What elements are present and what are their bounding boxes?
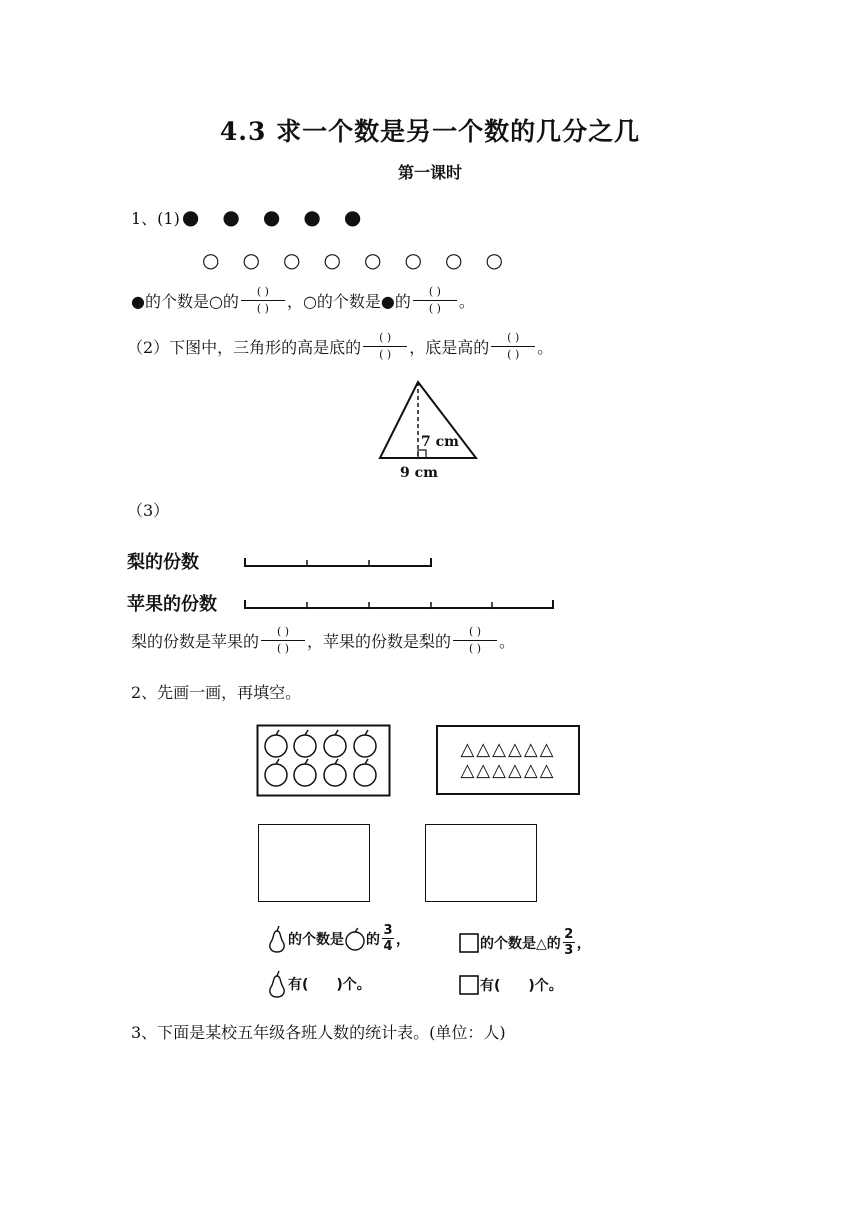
hollow-dot: ○ — [323, 248, 341, 272]
q1-text-a: ●的个数是○的 — [131, 292, 239, 311]
hollow-dot: ○ — [364, 248, 382, 272]
s1-text-a: 的个数是 — [288, 931, 344, 948]
q1-part2-text-a: （2）下图中，三角形的高是底的 — [127, 338, 362, 357]
hollow-dots — [202, 248, 526, 272]
triangles-box — [436, 725, 580, 795]
denominator-blank: ( ) — [468, 642, 482, 655]
filled-dots — [182, 205, 385, 229]
drawing-box-squares[interactable] — [425, 824, 537, 902]
s2-text-end: ， — [576, 935, 591, 952]
denominator-blank: ( ) — [379, 348, 392, 361]
apple-icon — [344, 927, 366, 951]
denominator-blank: ( ) — [428, 302, 441, 315]
fraction-blank[interactable] — [241, 286, 285, 315]
apple-icon — [354, 759, 376, 786]
fraction-two-thirds: 2 3 — [564, 927, 574, 958]
fraction-blank[interactable] — [413, 286, 457, 315]
hollow-dot: ○ — [485, 248, 503, 272]
triangle-row: △△△△△△ — [460, 760, 556, 781]
denominator-blank: ( ) — [507, 348, 520, 361]
q3-label: 3、下面是某校五年级各班人数的统计表。(单位：人) — [131, 1023, 506, 1042]
apple-icon — [265, 759, 287, 786]
s4-text[interactable]: 有( )个。 — [480, 978, 563, 994]
q1-part2-line — [127, 332, 553, 361]
fraction-blank[interactable] — [363, 332, 407, 361]
hollow-dot: ○ — [242, 248, 260, 272]
right-angle-mark — [418, 450, 426, 458]
filled-dot: ● — [222, 205, 240, 229]
denominator-blank: ( ) — [256, 302, 269, 315]
base-label: 9 cm — [400, 465, 438, 481]
numerator-blank: ( ) — [379, 331, 392, 344]
fraction-blank[interactable] — [491, 332, 535, 361]
square-icon — [458, 932, 480, 954]
s1-text-end: ， — [396, 931, 410, 948]
q1-part3-text-b: ，苹果的份数是梨的 — [307, 632, 452, 651]
q1-part1-answer-line — [131, 286, 475, 315]
numerator-blank: ( ) — [468, 625, 482, 638]
hollow-dot: ○ — [202, 248, 220, 272]
q2-statement-squares — [458, 928, 591, 957]
apples-box — [256, 724, 392, 798]
hollow-dot: ○ — [283, 248, 301, 272]
q1-part3-answer-line — [131, 626, 515, 655]
pear-icon — [266, 970, 288, 998]
apple-icon — [265, 730, 287, 757]
fraction-blank[interactable] — [453, 626, 497, 655]
height-label: 7 cm — [421, 434, 459, 450]
pear-tape — [240, 552, 440, 572]
numerator-blank: ( ) — [428, 285, 441, 298]
q2-answer-pears — [266, 970, 371, 998]
q2-label: 2、先画一画，再填空。 — [131, 683, 302, 702]
filled-dot: ● — [303, 205, 321, 229]
q1-part2-text-end: 。 — [537, 338, 554, 357]
q1-text-end: 。 — [458, 292, 475, 311]
q1-part3-label: （3） — [127, 501, 170, 520]
triangle-row: △△△△△△ — [460, 739, 556, 760]
apple-icon — [354, 730, 376, 757]
numerator-blank: ( ) — [276, 625, 290, 638]
hollow-dot: ○ — [445, 248, 463, 272]
filled-dot: ● — [262, 205, 281, 229]
q2-answer-squares — [458, 974, 563, 996]
apple-icon — [324, 759, 346, 786]
numerator-blank: ( ) — [256, 285, 269, 298]
q1-part3-text-a: 梨的份数是苹果的 — [131, 632, 260, 651]
triangle-diagram — [370, 378, 490, 483]
q1-text-b: ，○的个数是●的 — [286, 292, 411, 311]
filled-dot: ● — [343, 205, 362, 229]
fraction-three-quarters: 3 4 — [383, 923, 393, 954]
s1-text-b: 的 — [366, 931, 380, 948]
q1-part1-row — [131, 205, 384, 229]
pear-tape-label: 梨的份数 — [127, 552, 199, 573]
square-icon — [458, 974, 480, 996]
drawing-box-pears[interactable] — [258, 824, 370, 902]
apple-icon — [324, 730, 346, 757]
q1-part2-text-b: ，底是高的 — [409, 338, 490, 357]
fraction-blank[interactable] — [261, 626, 305, 655]
hollow-dot: ○ — [404, 248, 422, 272]
numerator-blank: ( ) — [507, 331, 520, 344]
apple-tape-label: 苹果的份数 — [127, 594, 217, 615]
q1-part3-text-end: 。 — [499, 632, 516, 651]
apple-icon — [294, 759, 316, 786]
filled-dot: ● — [181, 205, 200, 229]
apple-icon — [294, 730, 316, 757]
s2-text-a: 的个数是△的 — [480, 935, 561, 952]
apple-tape — [240, 594, 560, 614]
lesson-subtitle: 第一课时 — [397, 163, 462, 182]
q2-statement-pears — [266, 924, 410, 953]
q1-part1-label: 1、(1) — [131, 208, 180, 228]
denominator-blank: ( ) — [276, 642, 290, 655]
s3-text[interactable]: 有( )个。 — [288, 977, 371, 993]
page-title: 4.3 求一个数是另一个数的几分之几 — [219, 117, 641, 146]
pear-icon — [266, 925, 288, 953]
